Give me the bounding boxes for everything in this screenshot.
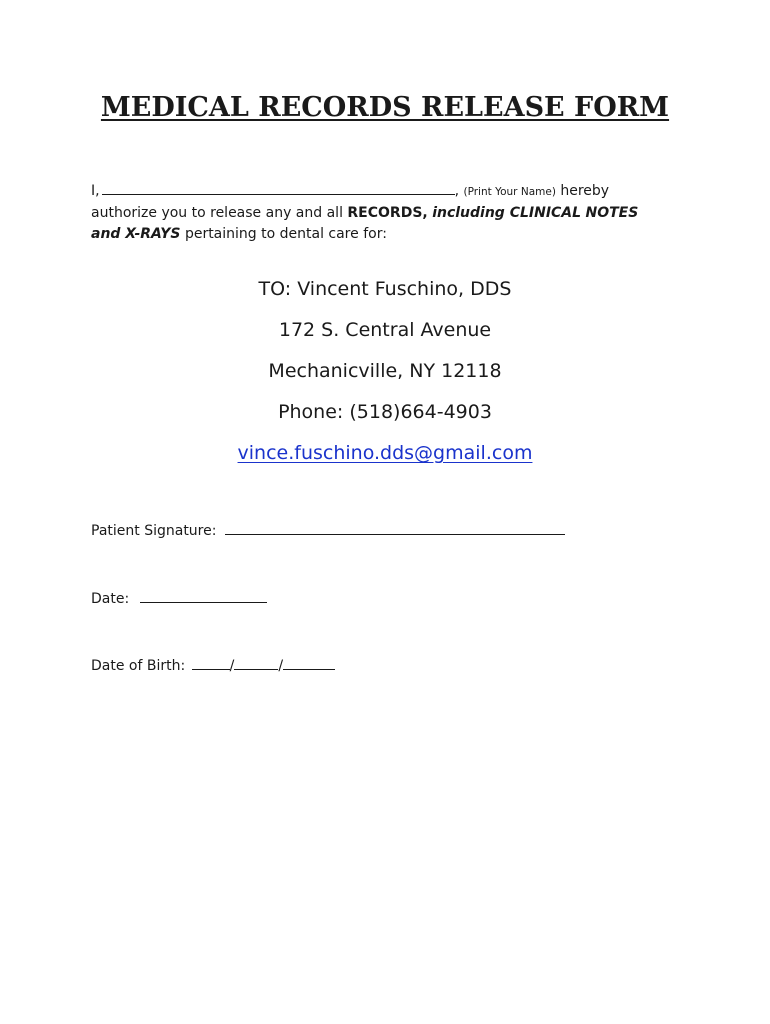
records-text: RECORDS, bbox=[347, 205, 428, 221]
name-comma: , bbox=[454, 183, 460, 199]
recipient-name: TO: Vincent Fuschino, DDS bbox=[258, 278, 512, 300]
form-title: MEDICAL RECORDS RELEASE FORM bbox=[100, 92, 670, 123]
dob-separator-2: / bbox=[278, 658, 284, 674]
authorization-paragraph bbox=[91, 180, 651, 245]
dob-separator-1: / bbox=[229, 658, 235, 674]
signature-row bbox=[91, 520, 565, 540]
recipient-phone: Phone: (518)664-4903 bbox=[278, 401, 492, 423]
date-row bbox=[91, 588, 267, 608]
recipient-email-link[interactable]: vince.fuschino.dds@gmail.com bbox=[237, 442, 533, 464]
dob-day-field[interactable] bbox=[234, 655, 278, 670]
dob-label: Date of Birth: bbox=[91, 658, 186, 674]
recipient-street: 172 S. Central Avenue bbox=[278, 319, 492, 341]
signature-label: Patient Signature: bbox=[91, 523, 217, 539]
authorize-text: authorize you to release any and all bbox=[91, 205, 343, 221]
print-name-field[interactable] bbox=[102, 180, 455, 195]
pertaining-text: pertaining to dental care for: bbox=[184, 226, 387, 242]
signature-field[interactable] bbox=[225, 520, 565, 535]
including-clinical-text: including CLINICAL bbox=[432, 205, 582, 221]
intro-prefix: I, bbox=[91, 183, 100, 199]
recipient-block bbox=[0, 276, 770, 481]
dob-row bbox=[91, 655, 335, 675]
date-label: Date: bbox=[91, 591, 130, 607]
recipient-email-line bbox=[0, 440, 770, 481]
hereby-text: hereby bbox=[560, 183, 610, 199]
print-name-hint: (Print Your Name) bbox=[463, 186, 556, 198]
recipient-city: Mechanicville, NY 12118 bbox=[268, 360, 502, 382]
dob-month-field[interactable] bbox=[192, 655, 230, 670]
notes-xrays-text: NOTES and X-RAYS bbox=[91, 205, 639, 242]
date-field[interactable] bbox=[140, 588, 267, 603]
dob-year-field[interactable] bbox=[283, 655, 335, 670]
